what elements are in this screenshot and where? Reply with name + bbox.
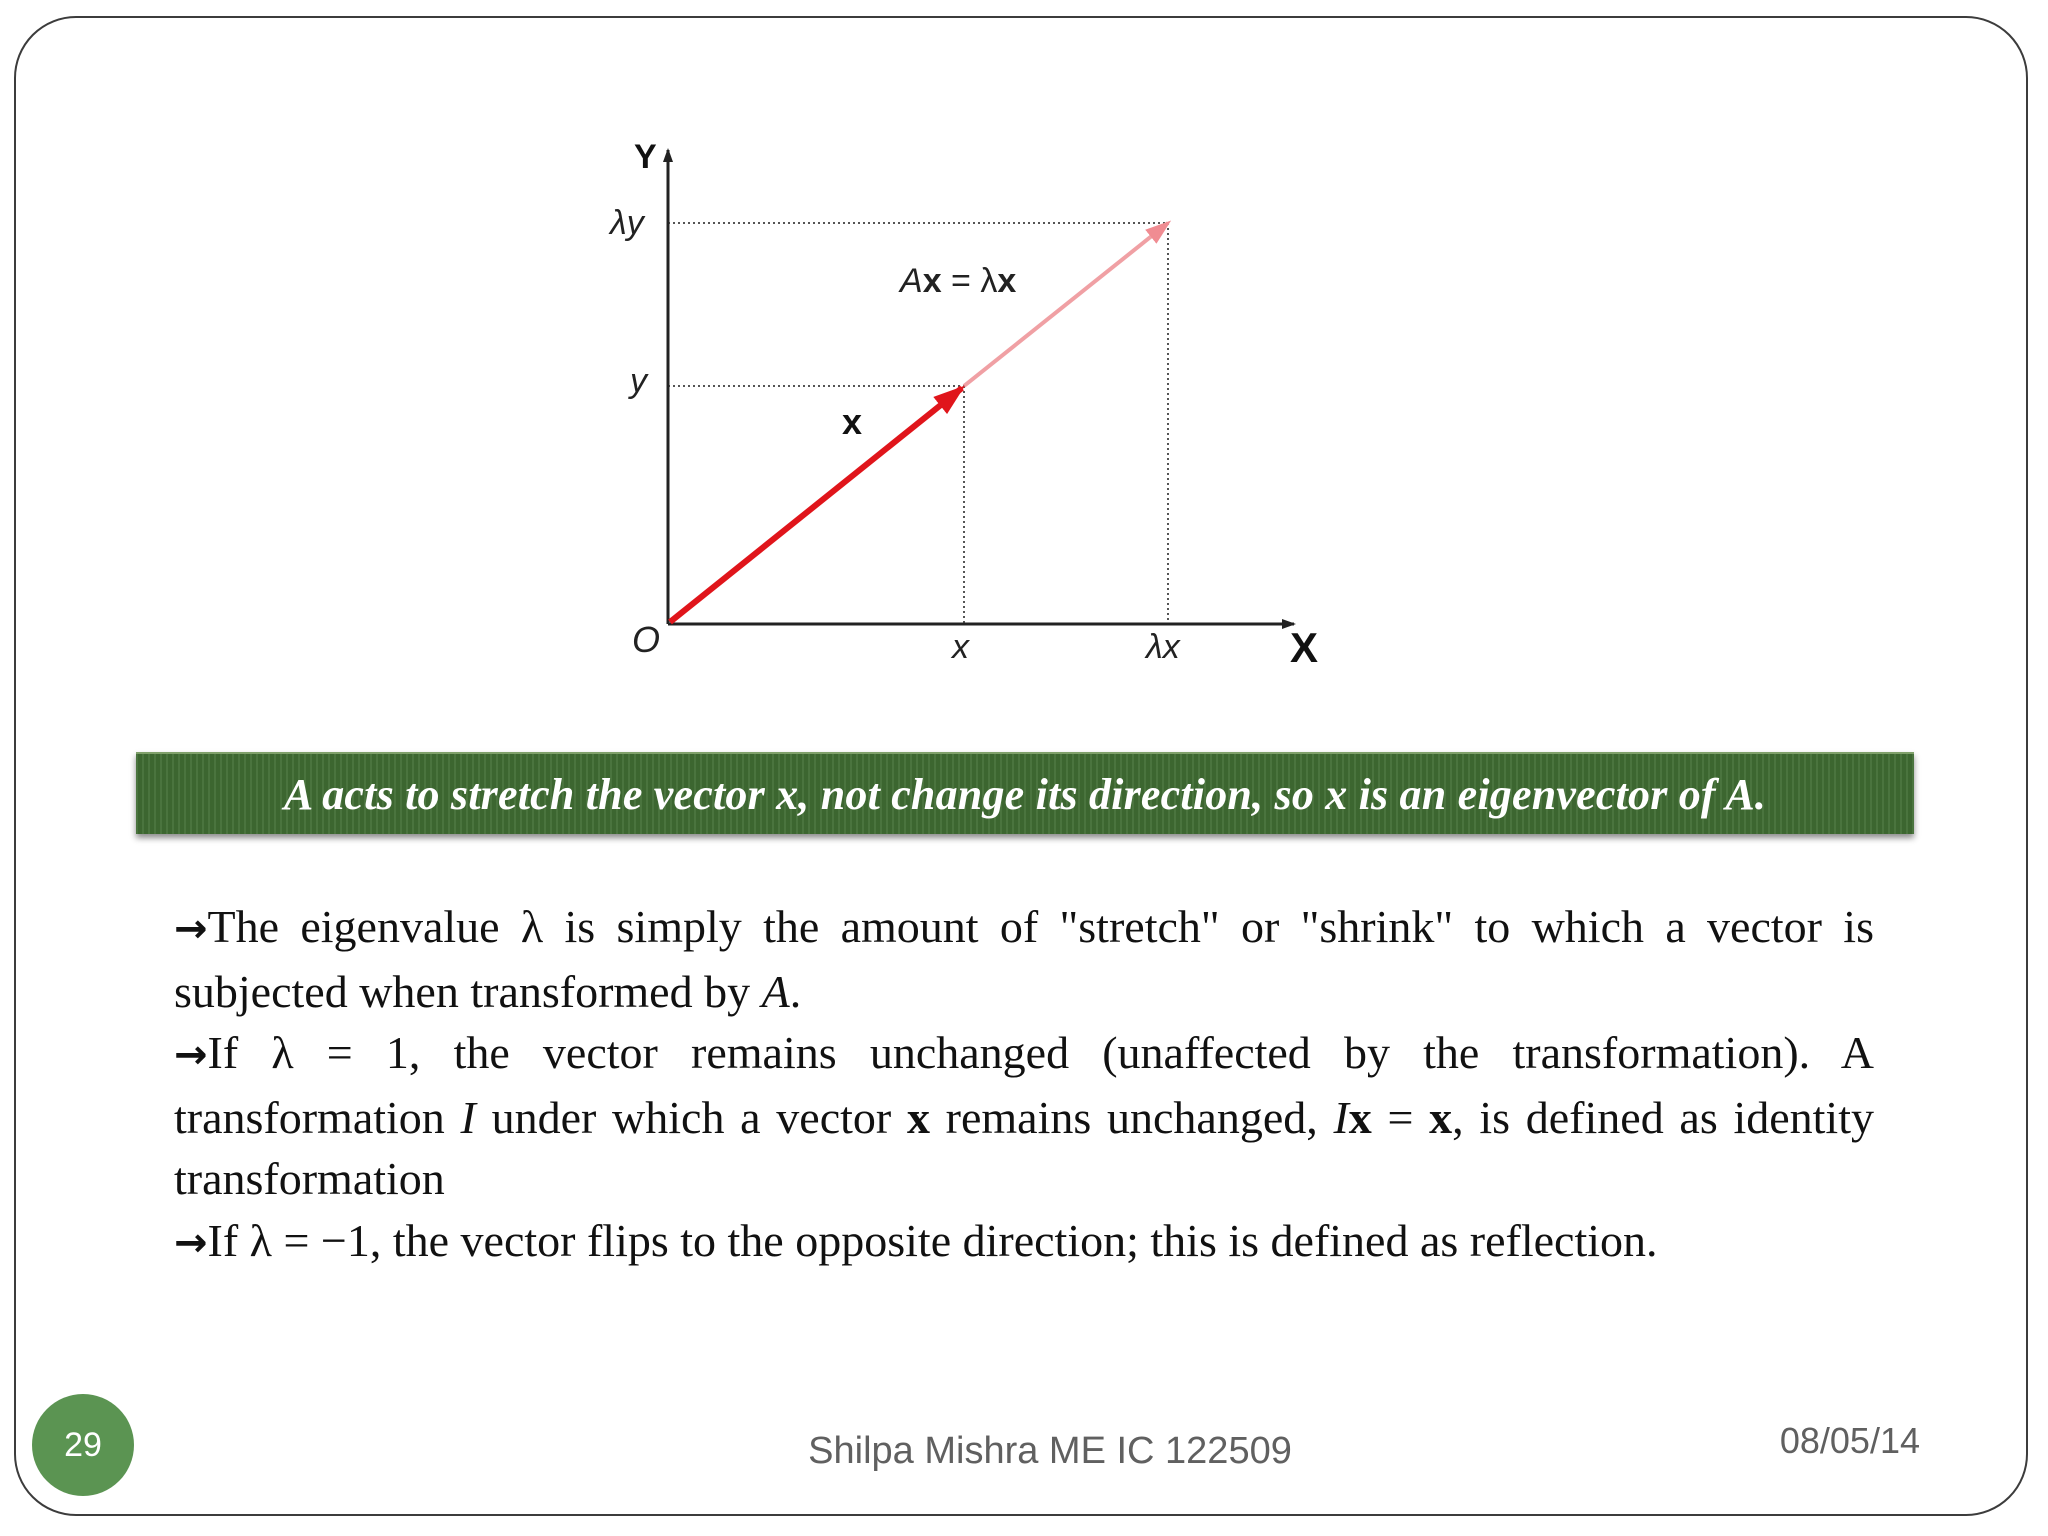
vector-x-arrow [670,388,962,622]
p2-italic-i2: I [1333,1091,1349,1143]
tick-lambda-x: λx [1146,628,1180,666]
p1-text-b: . [789,965,802,1017]
p2-text-c: remains unchanged, [929,1091,1334,1143]
p3-text: If λ = −1, the vector flips to the opposite direction; this is defined as reflection. [207,1214,1658,1266]
vector-label: x [842,401,863,442]
equation-label [898,262,1016,300]
p2-text-a: If λ = 1, the vector remains unchanged (unaffected by the transformation). A transformation [174,1027,1874,1143]
p2-bold-x2: x [1348,1091,1372,1143]
equation-middle: = λ [941,262,998,300]
eigenvector-diagram-svg [590,130,1380,730]
tick-x: x [952,628,969,666]
p2-text-e: , is defined as identity transformation [174,1091,1874,1204]
equation-bold-x: x [922,262,942,300]
axis-y-label: Y [634,138,657,176]
tick-lambda-y: λy [610,204,644,242]
page-number-badge [32,1394,134,1496]
equation-bold-x2: x [997,262,1017,300]
footer-date: 08/05/14 [1779,1420,1920,1461]
paragraph-reflection [174,1210,1874,1275]
axis-x-label: X [1290,624,1319,671]
caption-text: A acts to stretch the vector x, not change its direction, so x is an eigenvector of A. [283,769,1767,819]
caption-banner [136,752,1914,834]
p1-italic-a: A [761,965,790,1017]
footer-author: Shilpa Mishra ME IC 122509 [808,1430,1292,1472]
p2-bold-x3: x [1429,1091,1453,1143]
p2-text-d: = [1371,1091,1430,1143]
paragraph-eigenvalue-stretch [174,896,1874,1022]
page-number: 29 [64,1425,102,1464]
p1-text-a: The eigenvalue λ is simply the amount of "stretch" or "shrink" to which a vector is subjected when transformed by [174,901,1874,1017]
arrow-right-icon: → [174,906,208,952]
p2-italic-i: I [460,1091,476,1143]
eigenvector-diagram [590,130,1380,730]
body-text [174,896,1874,1274]
p2-text-b: under which a vector [475,1091,907,1143]
origin-label: O [632,619,661,660]
p2-bold-x: x [906,1091,930,1143]
arrow-right-icon: → [174,1032,208,1078]
tick-y: y [630,362,647,400]
equation-A: A [900,262,923,300]
arrow-right-icon: → [174,1219,208,1266]
paragraph-identity-transformation [174,1022,1874,1210]
scaled-vector-arrow [964,223,1168,386]
